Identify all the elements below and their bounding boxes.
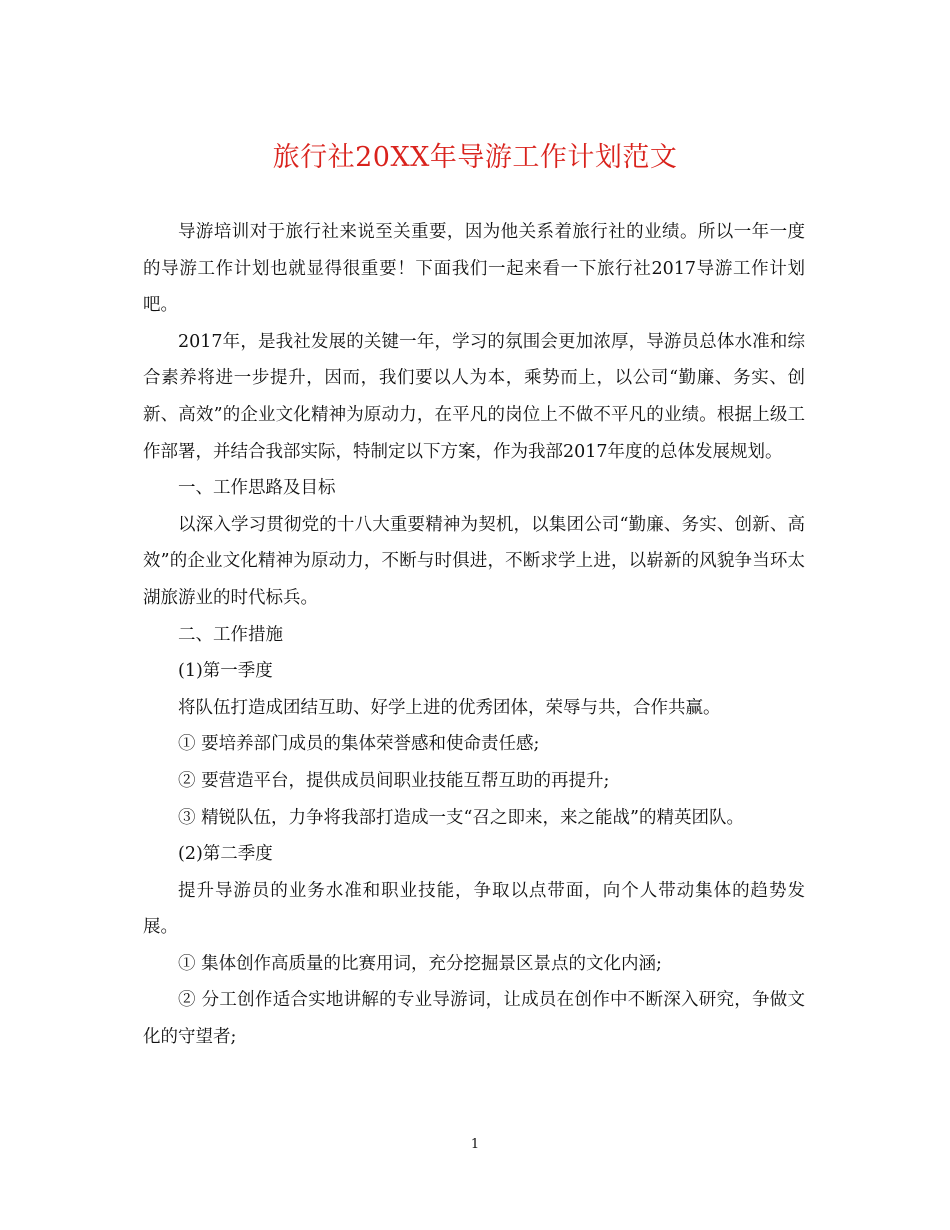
paragraph-intro: 导游培训对于旅行社来说至关重要，因为他关系着旅行社的业绩。所以一年一度的导游工作计划也就显得很重要！下面我们一起来看一下旅行社2017导游工作计划吧。	[143, 222, 805, 316]
list-item-q2-1: ① 集体创作高质量的比赛用词，充分挖掘景区景点的文化内涵;	[178, 953, 662, 974]
list-item-q1-2: ② 要营造平台，提供成员间职业技能互帮互助的再提升;	[178, 770, 610, 791]
paragraph-goals: 以深入学习贯彻党的十八大重要精神为契机，以集团公司“勤廉、务实、创新、高效”的企业文化精神为原动力，不断与时俱进，不断求学上进，以崭新的风貌争当环太湖旅游业的时代标兵。	[143, 514, 805, 608]
section-heading-measures: 二、工作措施	[178, 624, 283, 645]
section-heading-goals: 一、工作思路及目标	[178, 478, 336, 499]
document-title: 旅行社20XX年导游工作计划范文	[272, 142, 678, 173]
paragraph-q1: 将队伍打造成团结互助、好学上进的优秀团体，荣辱与共，合作共赢。	[178, 697, 721, 718]
document-body	[143, 214, 805, 1056]
list-item-q1-1: ① 要培养部门成员的集体荣誉感和使命责任感;	[178, 734, 540, 755]
subheading-q2: (2)第二季度	[178, 844, 273, 865]
paragraph-overview: 2017年，是我社发展的关键一年，学习的氛围会更加浓厚，导游员总体水准和综合素养将进一步提升，因而，我们要以人为本，乘势而上，以公司“勤廉、务实、创新、高效”的企业文化精神为原动力，在平凡的岗位上不做不平凡的业绩。根据上级工作部署，并结合我部实际，特制定以下方案，作为我部2017年度的总体发展规划。	[143, 331, 805, 462]
list-item-q1-3: ③ 精锐队伍，力争将我部打造成一支“召之即来，来之能战”的精英团队。	[178, 807, 744, 828]
list-item-q2-2: ② 分工创作适合实地讲解的专业导游词，让成员在创作中不断深入研究，争做文化的守望者;	[143, 990, 805, 1048]
paragraph-q2: 提升导游员的业务水准和职业技能，争取以点带面，向个人带动集体的趋势发展。	[143, 880, 805, 938]
page-number: 1	[470, 1137, 480, 1152]
subheading-q1: (1)第一季度	[178, 661, 273, 682]
